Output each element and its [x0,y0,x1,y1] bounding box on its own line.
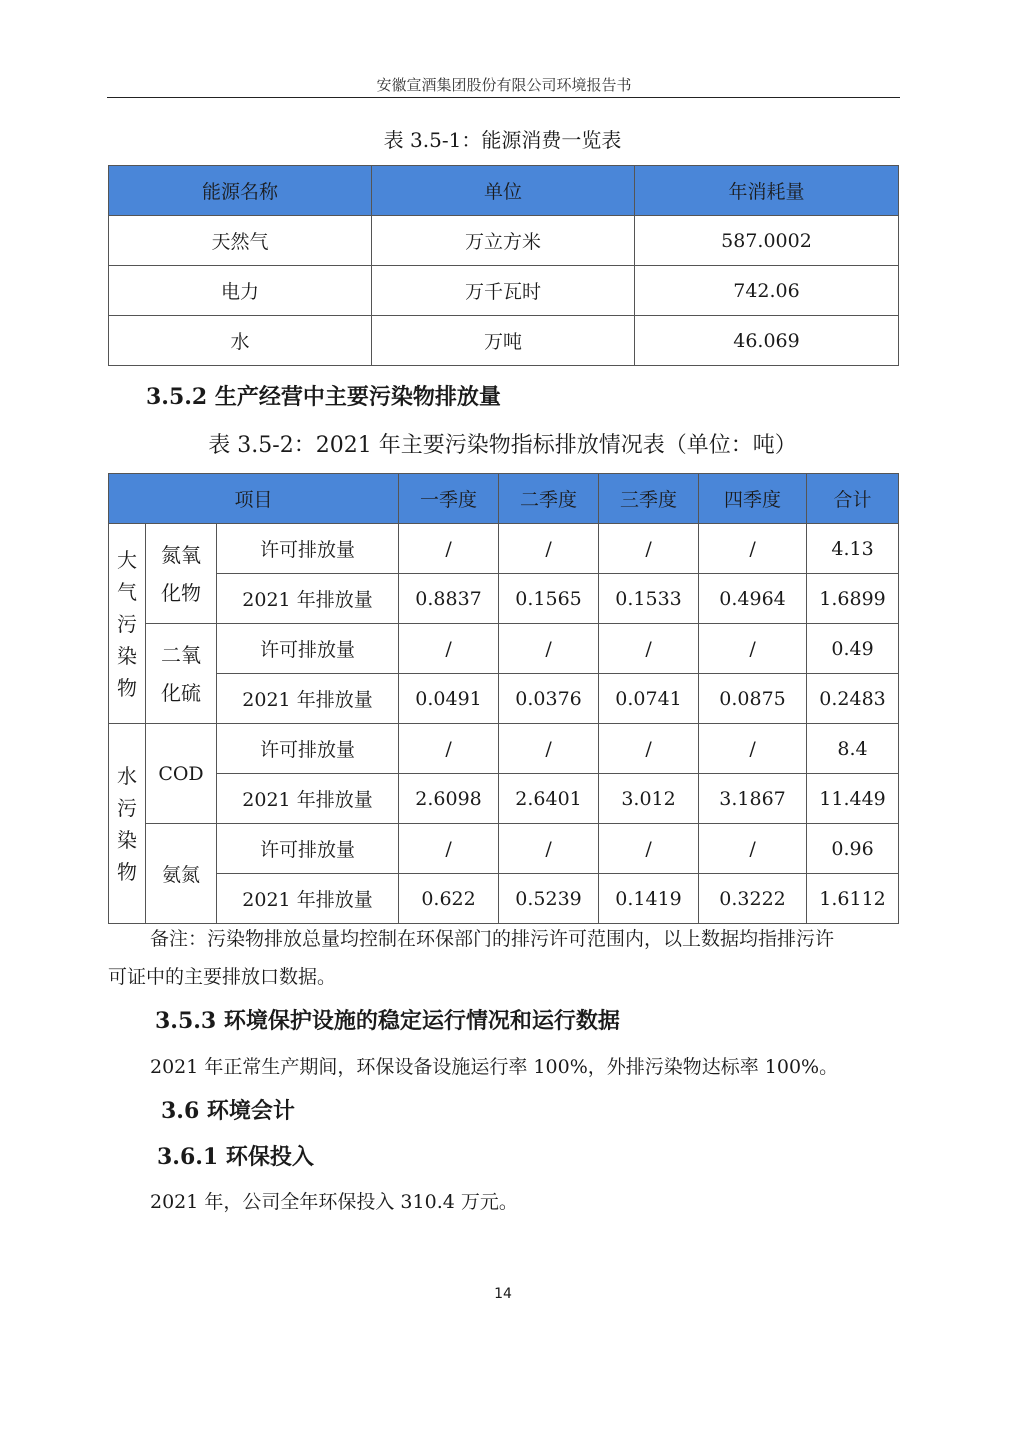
table-cell: 万千瓦时 [372,266,635,316]
table-cell: 0.4964 [699,574,807,624]
table-cell: 0.3222 [699,874,807,924]
table-cell: 0.1419 [599,874,699,924]
table-cell: / [399,724,499,774]
table-cell: / [599,824,699,874]
pollutant-name: COD [146,724,217,824]
table-row [109,674,899,724]
table-row [109,316,899,366]
table-cell: 0.0741 [599,674,699,724]
table-cell: 4.13 [807,524,899,574]
table-cell: 1.6112 [807,874,899,924]
table-note-continued: 可证中的主要排放口数据。 [108,966,337,988]
table-cell: 2.6401 [499,774,599,824]
table-cell: 天然气 [109,216,372,266]
table-cell: / [399,824,499,874]
table-cell: / [599,524,699,574]
header-cell: 合计 [807,474,899,524]
table-cell: / [699,524,807,574]
table-cell: 0.8837 [399,574,499,624]
table-header-row [109,474,899,524]
table-cell: / [699,824,807,874]
table-row [109,774,899,824]
header-cell: 项目 [109,474,399,524]
table1-caption: 表 3.5-1：能源消费一览表 [383,128,622,152]
row-label: 2021 年排放量 [217,674,399,724]
table-row [109,624,899,674]
table-cell: 0.0875 [699,674,807,724]
header-cell: 一季度 [399,474,499,524]
section-heading: 3.6 环境会计 [161,1098,295,1124]
table-row [109,216,899,266]
table-cell: / [499,624,599,674]
table-cell: 0.1533 [599,574,699,624]
table-cell: 742.06 [635,266,899,316]
header-cell: 能源名称 [109,166,372,216]
row-label: 2021 年排放量 [217,574,399,624]
table-cell: / [699,724,807,774]
section-heading: 3.5.2 生产经营中主要污染物排放量 [146,384,501,410]
table-cell: 2.6098 [399,774,499,824]
pollutant-name: 氨氮 [146,824,217,924]
table-cell: 1.6899 [807,574,899,624]
row-label: 许可排放量 [217,824,399,874]
section-heading: 3.6.1 环保投入 [157,1144,314,1170]
section-heading: 3.5.3 环境保护设施的稳定运行情况和运行数据 [155,1008,620,1034]
table-header-row [109,166,899,216]
table-row [109,524,899,574]
table-cell: 0.96 [807,824,899,874]
table-cell: 587.0002 [635,216,899,266]
table-cell: / [499,824,599,874]
table-cell: / [599,624,699,674]
header-cell: 四季度 [699,474,807,524]
table-cell: 0.49 [807,624,899,674]
header-cell: 单位 [372,166,635,216]
table-cell: / [399,524,499,574]
table-cell: 0.1565 [499,574,599,624]
table-cell: / [399,624,499,674]
group-label-water: 水 污 染 物 [109,724,146,924]
paragraph: 2021 年正常生产期间，环保设备设施运行率 100%，外排污染物达标率 100%。 [150,1056,839,1078]
page-number: 14 [494,1286,512,1302]
table-row [109,266,899,316]
pollutant-name: 氮氧 化物 [146,524,217,624]
table-cell: 0.0491 [399,674,499,724]
table-cell: 3.1867 [699,774,807,824]
table-cell: 0.0376 [499,674,599,724]
table-cell: 0.5239 [499,874,599,924]
energy-consumption-table [108,165,899,366]
table-cell: 0.2483 [807,674,899,724]
table2-caption: 表 3.5-2：2021 年主要污染物指标排放情况表（单位：吨） [208,433,797,458]
row-label: 2021 年排放量 [217,774,399,824]
header-divider [107,97,900,98]
table-row [109,724,899,774]
table-cell: 电力 [109,266,372,316]
row-label: 许可排放量 [217,524,399,574]
table-cell: / [699,624,807,674]
table-cell: 万吨 [372,316,635,366]
table-cell: 8.4 [807,724,899,774]
group-label-air: 大 气 污 染 物 [109,524,146,724]
table-note: 备注：污染物排放总量均控制在环保部门的排污许可范围内，以上数据均指排污许 [150,928,835,950]
table-cell: 46.069 [635,316,899,366]
pollutant-name: 二氧 化硫 [146,624,217,724]
pollutant-emission-table [108,473,899,924]
header-cell: 三季度 [599,474,699,524]
table-row [109,574,899,624]
table-cell: / [599,724,699,774]
paragraph: 2021 年，公司全年环保投入 310.4 万元。 [150,1191,518,1213]
table-cell: 水 [109,316,372,366]
header-cell: 年消耗量 [635,166,899,216]
table-cell: / [499,724,599,774]
row-label: 2021 年排放量 [217,874,399,924]
table-cell: 万立方米 [372,216,635,266]
row-label: 许可排放量 [217,724,399,774]
table-cell: 11.449 [807,774,899,824]
table-cell: 3.012 [599,774,699,824]
table-cell: / [499,524,599,574]
table-cell: 0.622 [399,874,499,924]
row-label: 许可排放量 [217,624,399,674]
table-row [109,824,899,874]
table-row [109,874,899,924]
header-cell: 二季度 [499,474,599,524]
page-header: 安徽宣酒集团股份有限公司环境报告书 [376,76,632,94]
